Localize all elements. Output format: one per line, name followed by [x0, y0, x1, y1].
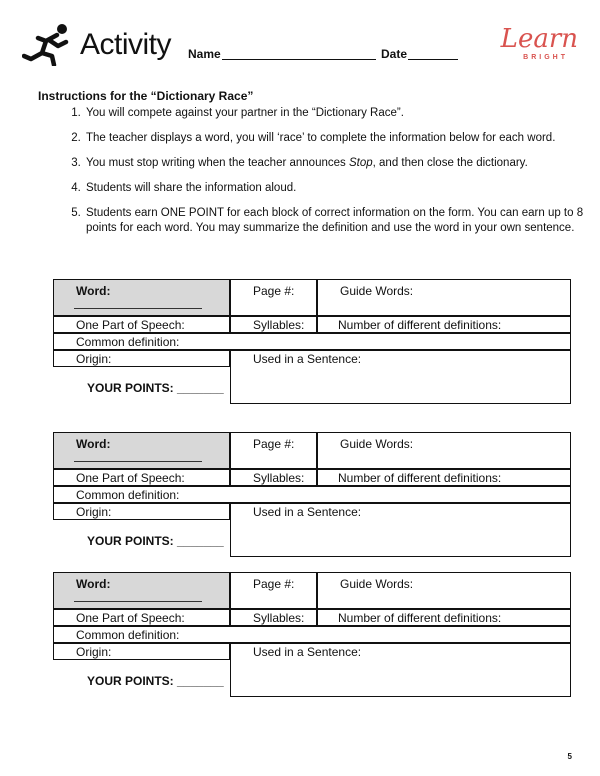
- page-cell[interactable]: [230, 572, 317, 609]
- num-definitions-label: Number of different definitions:: [338, 318, 502, 332]
- origin-label: Origin:: [76, 352, 112, 366]
- running-person-icon: [22, 22, 74, 66]
- syllables-cell[interactable]: [230, 609, 317, 626]
- page-cell[interactable]: [230, 432, 317, 469]
- guide-words-label: Guide Words:: [340, 577, 414, 591]
- guide-words-label: Guide Words:: [340, 437, 414, 451]
- word-label: Word:: [76, 437, 111, 451]
- word-answer-line: [74, 601, 202, 602]
- page-label: Page #:: [253, 577, 295, 591]
- instructions-list: [56, 106, 584, 246]
- common-definition-label: Common definition:: [76, 335, 180, 349]
- num-definitions-label: Number of different definitions:: [338, 471, 502, 485]
- name-field[interactable]: [222, 47, 376, 60]
- word-form: [53, 572, 573, 696]
- common-definition-label: Common definition:: [76, 628, 180, 642]
- common-definition-cell[interactable]: [53, 333, 571, 350]
- instruction-item: 4. Students will share the information aloud.: [84, 181, 584, 196]
- num-definitions-cell[interactable]: [317, 469, 571, 486]
- origin-cell[interactable]: [53, 350, 230, 367]
- word-cell[interactable]: [53, 279, 230, 316]
- word-cell[interactable]: [53, 432, 230, 469]
- sentence-cell[interactable]: [230, 350, 571, 404]
- learn-bright-logo: Learn: [500, 24, 578, 54]
- page-number: 5: [567, 752, 572, 761]
- word-cell[interactable]: [53, 572, 230, 609]
- word-answer-line: [74, 461, 202, 462]
- guide-words-label: Guide Words:: [340, 284, 414, 298]
- page-label: Page #:: [253, 284, 295, 298]
- syllables-label: Syllables:: [253, 471, 305, 485]
- word-form: [53, 279, 573, 403]
- syllables-label: Syllables:: [253, 318, 305, 332]
- num-definitions-label: Number of different definitions:: [338, 611, 502, 625]
- guide-words-cell[interactable]: [317, 279, 571, 316]
- num-definitions-cell[interactable]: [317, 609, 571, 626]
- instruction-item: 1. You will compete against your partner in the “Dictionary Race”.: [84, 106, 584, 121]
- part-of-speech-label: One Part of Speech:: [76, 471, 185, 485]
- sentence-label: Used in a Sentence:: [253, 352, 362, 366]
- your-points-label: YOUR POINTS: _______: [87, 674, 224, 688]
- date-field[interactable]: [408, 47, 458, 60]
- guide-words-cell[interactable]: [317, 572, 571, 609]
- date-label: Date: [381, 47, 408, 61]
- your-points-label: YOUR POINTS: _______: [87, 381, 224, 395]
- page-label: Page #:: [253, 437, 295, 451]
- word-label: Word:: [76, 284, 111, 298]
- instruction-item: 5. Students earn ONE POINT for each block of correct information on the form. You can earn up to 8 points for each word. You may summarize the definition and use the word in your own sentence.: [84, 206, 584, 236]
- stop-emphasis: Stop: [348, 157, 373, 169]
- syllables-cell[interactable]: [230, 316, 317, 333]
- common-definition-cell[interactable]: [53, 486, 571, 503]
- name-label: Name: [188, 47, 221, 61]
- common-definition-cell[interactable]: [53, 626, 571, 643]
- instructions-heading: Instructions for the “Dictionary Race”: [38, 89, 254, 103]
- sentence-label: Used in a Sentence:: [253, 505, 362, 519]
- origin-cell[interactable]: [53, 503, 230, 520]
- page-title: Activity: [80, 28, 172, 61]
- part-of-speech-cell[interactable]: [53, 609, 230, 626]
- your-points-label: YOUR POINTS: _______: [87, 534, 224, 548]
- word-form: [53, 432, 573, 556]
- syllables-cell[interactable]: [230, 469, 317, 486]
- part-of-speech-label: One Part of Speech:: [76, 318, 185, 332]
- word-answer-line: [74, 308, 202, 309]
- sentence-cell[interactable]: [230, 503, 571, 557]
- origin-label: Origin:: [76, 505, 112, 519]
- logo-subtext: BRIGHT: [523, 54, 568, 61]
- sentence-label: Used in a Sentence:: [253, 645, 362, 659]
- origin-label: Origin:: [76, 645, 112, 659]
- part-of-speech-cell[interactable]: [53, 316, 230, 333]
- common-definition-label: Common definition:: [76, 488, 180, 502]
- num-definitions-cell[interactable]: [317, 316, 571, 333]
- instruction-item: 2. The teacher displays a word, you will ‘race’ to complete the information below for each word.: [84, 131, 584, 146]
- syllables-label: Syllables:: [253, 611, 305, 625]
- word-label: Word:: [76, 577, 111, 591]
- part-of-speech-label: One Part of Speech:: [76, 611, 185, 625]
- sentence-cell[interactable]: [230, 643, 571, 697]
- instruction-item: 3. You must stop writing when the teacher announces Stop, and then close the dictionary.: [84, 156, 584, 171]
- part-of-speech-cell[interactable]: [53, 469, 230, 486]
- page-cell[interactable]: [230, 279, 317, 316]
- origin-cell[interactable]: [53, 643, 230, 660]
- guide-words-cell[interactable]: [317, 432, 571, 469]
